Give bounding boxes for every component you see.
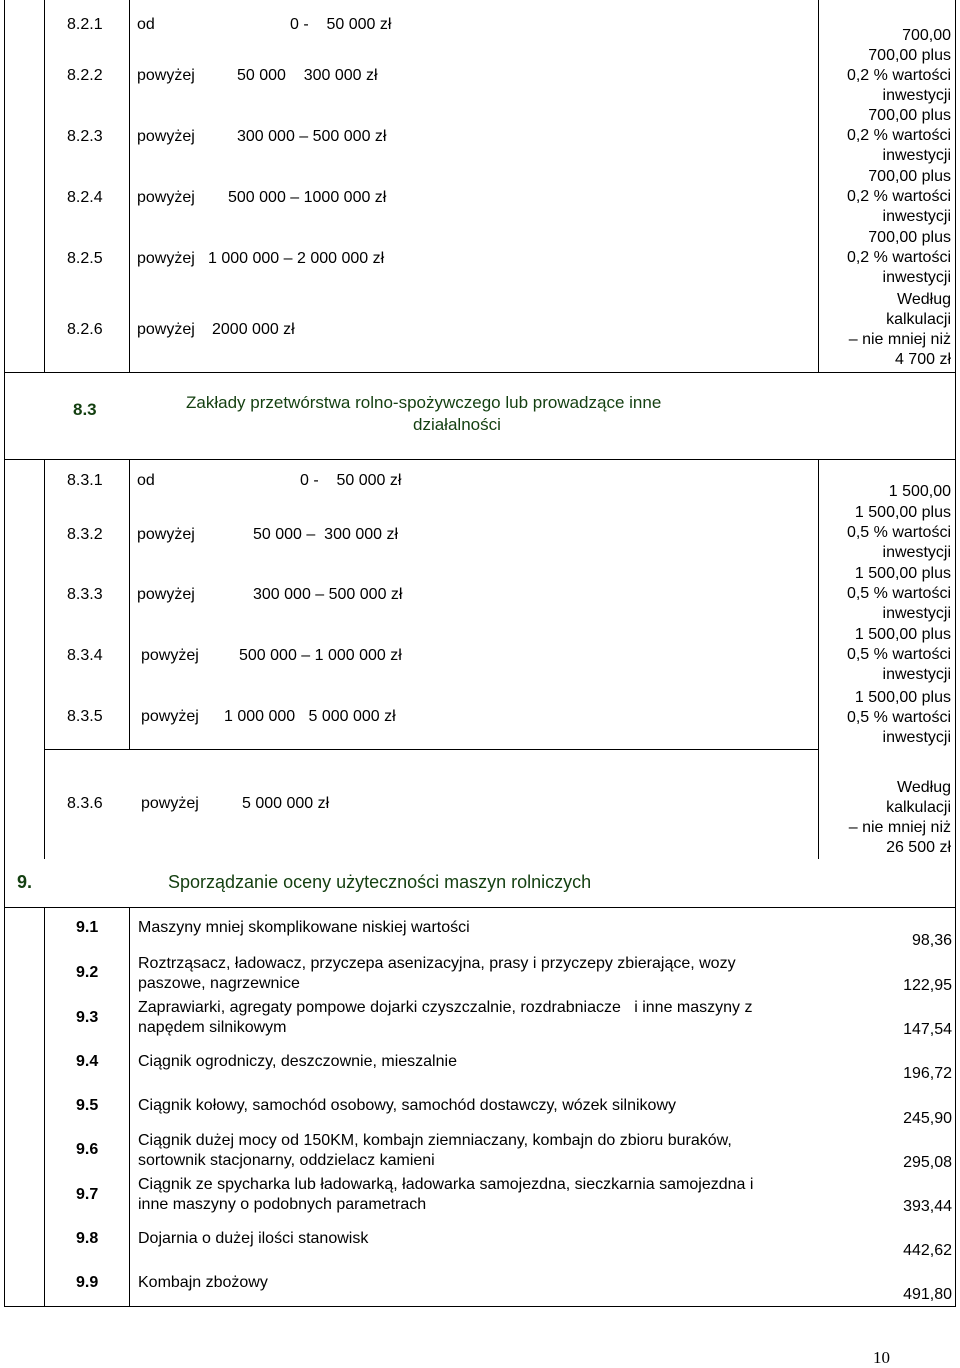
row-label: powyżej (137, 250, 195, 267)
section-title: działalności (413, 415, 501, 434)
row-number: 8.2.1 (67, 16, 103, 33)
fee-line: 1 500,00 (888, 483, 951, 500)
row-label: powyżej (137, 128, 195, 145)
fee-line: 1 500,00 plus (854, 689, 951, 706)
item-price: 245,90 (903, 1110, 952, 1127)
item-number: 9.7 (76, 1186, 99, 1203)
row-label: powyżej (137, 67, 195, 84)
item-description: Kombajn zbożowy (138, 1274, 268, 1291)
row-label: powyżej (141, 795, 199, 812)
row-number: 8.2.4 (67, 189, 103, 206)
column-divider (818, 0, 819, 372)
fee-line: Według (897, 779, 951, 796)
fee-line: 0,5 % wartości (846, 585, 951, 602)
item-price: 393,44 (903, 1198, 952, 1215)
fee-line: 0,5 % wartości (846, 524, 951, 541)
column-divider (818, 459, 819, 859)
row-divider (4, 1306, 956, 1307)
fee-line: 26 500 zł (886, 839, 951, 856)
item-description: Maszyny mniej skomplikowane niskiej wartości (138, 919, 470, 936)
fee-line: 700,00 (902, 27, 951, 44)
item-description: paszowe, nagrzewnice (138, 975, 300, 992)
row-divider (4, 907, 956, 908)
fee-line: 0,2 % wartości (846, 188, 951, 205)
fee-line: 1 500,00 plus (854, 626, 951, 643)
item-price: 295,08 (903, 1154, 952, 1171)
fee-line: 700,00 plus (868, 47, 951, 64)
table-left-border (4, 0, 5, 1306)
row-label: powyżej (137, 586, 195, 603)
column-divider (44, 907, 45, 1306)
fee-line: inwestycji (882, 269, 951, 286)
fee-line: kalkulacji (886, 311, 951, 328)
fee-line: inwestycji (882, 605, 951, 622)
fee-line: 0,2 % wartości (846, 67, 951, 84)
item-number: 9.9 (76, 1274, 99, 1291)
fee-line: 0,2 % wartości (846, 249, 951, 266)
row-label: powyżej (137, 189, 195, 206)
item-price: 491,80 (903, 1286, 952, 1303)
row-range: 50 000 300 000 zł (237, 67, 378, 84)
section-number: 8.3 (73, 400, 97, 419)
row-range: 0 - 50 000 zł (300, 472, 402, 489)
row-range: 50 000 – 300 000 zł (253, 526, 399, 543)
row-number: 8.3.2 (67, 526, 103, 543)
fee-line: 0,5 % wartości (846, 646, 951, 663)
column-divider (44, 459, 45, 859)
column-divider (44, 0, 45, 372)
fee-line: inwestycji (882, 147, 951, 164)
item-number: 9.6 (76, 1141, 99, 1158)
item-price: 196,72 (903, 1065, 952, 1082)
fee-line: 700,00 plus (868, 107, 951, 124)
row-number: 8.3.4 (67, 647, 103, 664)
item-number: 9.2 (76, 964, 99, 981)
item-price: 147,54 (903, 1021, 952, 1038)
row-range: 500 000 – 1000 000 zł (228, 189, 387, 206)
column-divider (129, 907, 130, 1306)
page-number: 10 (873, 1348, 890, 1367)
row-label: od (137, 472, 155, 489)
column-divider (129, 0, 130, 372)
row-range: 300 000 – 500 000 zł (237, 128, 387, 145)
row-range: 0 - 50 000 zł (290, 16, 392, 33)
item-description: Ciągnik ogrodniczy, deszczownie, mieszalnie (138, 1053, 457, 1070)
item-description: Roztrząsacz, ładowacz, przyczepa asenizacyjna, prasy i przyczepy zbierające, wozy (138, 955, 736, 972)
fee-line: 0,2 % wartości (846, 127, 951, 144)
row-number: 8.3.6 (67, 795, 103, 812)
row-range: 2000 000 zł (212, 321, 295, 338)
row-label: powyżej (137, 526, 195, 543)
fee-line: Według (897, 291, 951, 308)
fee-line: 4 700 zł (894, 351, 951, 368)
item-price: 442,62 (903, 1242, 952, 1259)
fee-line: 700,00 plus (868, 168, 951, 185)
row-range: 5 000 000 zł (242, 795, 330, 812)
row-label: powyżej (141, 708, 199, 725)
item-number: 9.3 (76, 1009, 99, 1026)
row-number: 8.3.1 (67, 472, 103, 489)
fee-line: – nie mniej niż (848, 819, 951, 836)
row-number: 8.2.3 (67, 128, 103, 145)
column-divider (129, 459, 130, 749)
fee-line: inwestycji (882, 666, 951, 683)
fee-line: inwestycji (882, 544, 951, 561)
item-description: Ciągnik kołowy, samochód osobowy, samochód dostawczy, wózek silnikowy (138, 1097, 677, 1114)
item-description: Dojarnia o dużej ilości stanowisk (138, 1230, 369, 1247)
row-range: 300 000 – 500 000 zł (253, 586, 403, 603)
row-label: powyżej (137, 321, 195, 338)
row-number: 8.2.6 (67, 321, 103, 338)
row-number: 8.2.5 (67, 250, 103, 267)
row-divider (4, 459, 956, 460)
item-description: Zaprawiarki, agregaty pompowe dojarki czyszczalnie, rozdrabniacze i inne maszyny z (138, 999, 753, 1016)
fee-line: kalkulacji (886, 799, 951, 816)
item-description: Ciągnik dużej mocy od 150KM, kombajn ziemniaczany, kombajn do zbioru buraków, (138, 1132, 732, 1149)
section-title: Sporządzanie oceny użyteczności maszyn rolniczych (168, 872, 592, 892)
row-divider (44, 749, 818, 750)
row-label: od (137, 16, 155, 33)
item-price: 122,95 (903, 977, 952, 994)
section-title: Zakłady przetwórstwa rolno-spożywczego lub prowadzące inne (186, 393, 662, 412)
fee-line: 1 500,00 plus (854, 504, 951, 521)
fee-line: – nie mniej niż (848, 331, 951, 348)
item-price: 98,36 (911, 932, 952, 949)
fee-line: inwestycji (882, 208, 951, 225)
row-number: 8.2.2 (67, 67, 103, 84)
fee-line: 700,00 plus (868, 229, 951, 246)
row-label: powyżej (141, 647, 199, 664)
row-range: 1 000 000 – 2 000 000 zł (208, 250, 385, 267)
row-number: 8.3.3 (67, 586, 103, 603)
row-divider (4, 372, 956, 373)
section-number: 9. (17, 872, 33, 892)
item-number: 9.1 (76, 919, 99, 936)
row-range: 500 000 – 1 000 000 zł (239, 647, 402, 664)
row-range: 1 000 000 5 000 000 zł (224, 708, 396, 725)
fee-line: inwestycji (882, 729, 951, 746)
fee-line: 0,5 % wartości (846, 709, 951, 726)
item-description: sortownik stacjonarny, oddzielacz kamieni (138, 1152, 435, 1169)
item-description: napędem silnikowym (138, 1019, 287, 1036)
row-number: 8.3.5 (67, 708, 103, 725)
item-number: 9.5 (76, 1097, 99, 1114)
item-number: 9.8 (76, 1230, 99, 1247)
item-description: Ciągnik ze spycharka lub ładowarką, ładowarka samojezdna, sieczkarnia samojezdna i (138, 1176, 754, 1193)
item-description: inne maszyny o podobnych parametrach (138, 1196, 427, 1213)
item-number: 9.4 (76, 1053, 99, 1070)
fee-line: inwestycji (882, 87, 951, 104)
table-right-border (955, 0, 956, 1306)
fee-line: 1 500,00 plus (854, 565, 951, 582)
